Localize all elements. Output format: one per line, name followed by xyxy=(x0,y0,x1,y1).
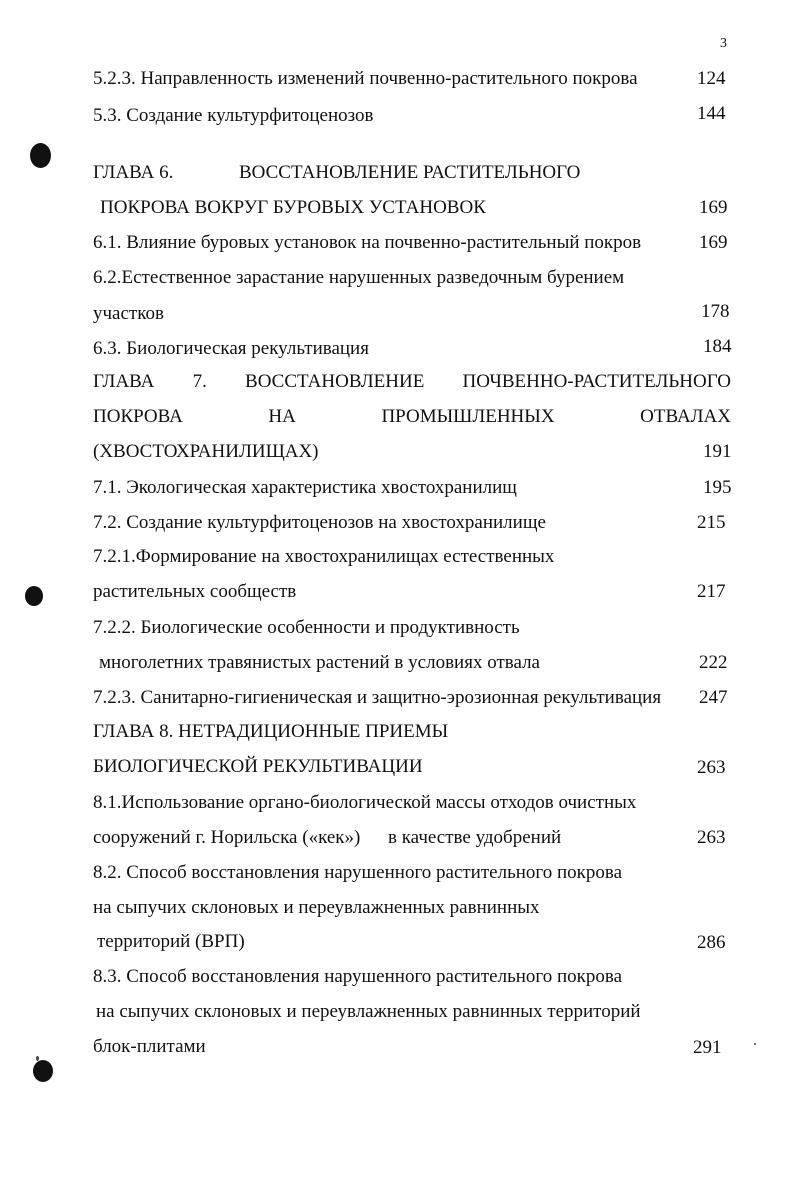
toc-entry-7-2-2-title-line1: 7.2.2. Биологические особенности и продуктивность xyxy=(93,617,520,638)
toc-entry-6-3-page: 184 xyxy=(703,336,732,357)
binder-hole-mark xyxy=(33,1060,53,1082)
chapter-7-word: 7. xyxy=(192,371,207,392)
chapter-8-page: 263 xyxy=(697,757,726,778)
chapter-7-word: ПОЧВЕННО-РАСТИТЕЛЬНОГО xyxy=(462,371,731,392)
toc-entry-6-1-title: 6.1. Влияние буровых установок на почвенно-растительный покров xyxy=(93,232,642,253)
chapter-7-word: НА xyxy=(268,406,296,427)
toc-entry-8-3-page: 291 xyxy=(693,1037,722,1058)
chapter-7-word: ОТВАЛАХ xyxy=(640,406,731,427)
toc-entry-8-3-title-line1: 8.3. Способ восстановления нарушенного растительного покрова xyxy=(93,966,623,987)
chapter-7-word: ПРОМЫШЛЕННЫХ xyxy=(381,406,555,427)
toc-entry-8-3-title-line3: блок-плитами xyxy=(93,1036,206,1057)
toc-entry-7-2-2-title-line2: многолетних травянистых растений в условиях отвала xyxy=(99,652,540,673)
toc-entry-7-1-page: 195 xyxy=(703,477,732,498)
chapter-8-title-line2: БИОЛОГИЧЕСКОЙ РЕКУЛЬТИВАЦИИ xyxy=(93,756,423,777)
toc-entry-7-2-3-page: 247 xyxy=(699,687,728,708)
toc-entry-5-2-3-page: 124 xyxy=(697,68,726,89)
toc-entry-8-1-title-line2b: в качестве удобрений xyxy=(388,827,562,848)
toc-entry-8-1-page: 263 xyxy=(697,827,726,848)
toc-entry-8-2-page: 286 xyxy=(697,932,726,953)
scan-speck xyxy=(36,1056,39,1061)
chapter-6-label: ГЛАВА 6. xyxy=(93,162,174,183)
toc-entry-8-1-title-line1: 8.1.Использование органо-биологической массы отходов очистных xyxy=(93,792,637,813)
toc-entry-6-1-page: 169 xyxy=(699,232,728,253)
binder-hole-mark xyxy=(25,586,43,606)
chapter-6-title-line1: ВОССТАНОВЛЕНИЕ РАСТИТЕЛЬНОГО xyxy=(239,162,581,183)
toc-entry-7-2-1-title-line2: растительных сообществ xyxy=(93,581,297,602)
chapter-7-word: ПОКРОВА xyxy=(93,406,183,427)
toc-entry-7-2-1-page: 217 xyxy=(697,581,726,602)
toc-entry-6-2-title-line2: участков xyxy=(93,303,164,324)
page-number: 3 xyxy=(720,36,727,51)
toc-entry-8-2-title-line2: на сыпучих склоновых и переувлажненных равнинных xyxy=(93,897,540,918)
chapter-7-title-line2 xyxy=(93,405,731,429)
toc-entry-6-3-title: 6.3. Биологическая рекультивация xyxy=(93,338,369,359)
chapter-7-title-line1 xyxy=(93,370,731,394)
chapter-8-title-line1: ГЛАВА 8. НЕТРАДИЦИОННЫЕ ПРИЕМЫ xyxy=(93,721,449,742)
toc-entry-5-3-title: 5.3. Создание культурфитоценозов xyxy=(93,105,374,126)
toc-entry-5-2-3-title: 5.2.3. Направленность изменений почвенно-растительного покрова xyxy=(93,68,638,89)
scan-speck xyxy=(754,1043,756,1045)
toc-entry-6-2-title-line1: 6.2.Естественное зарастание нарушенных разведочным бурением xyxy=(93,267,625,288)
toc-entry-7-2-page: 215 xyxy=(697,512,726,533)
toc-entry-7-2-3-title: 7.2.3. Санитарно-гигиеническая и защитно-эрозионная рекультивация xyxy=(93,687,662,708)
toc-entry-8-2-title-line3: территорий (ВРП) xyxy=(97,931,245,952)
toc-entry-7-2-1-title-line1: 7.2.1.Формирование на хвостохранилищах естественных xyxy=(93,546,555,567)
toc-entry-7-1-title: 7.1. Экологическая характеристика хвостохранилищ xyxy=(93,477,517,498)
toc-entry-6-2-page: 178 xyxy=(701,301,730,322)
toc-entry-8-3-title-line2: на сыпучих склоновых и переувлажненных равнинных территорий xyxy=(96,1001,641,1022)
toc-entry-5-3-page: 144 xyxy=(697,103,726,124)
chapter-6-page: 169 xyxy=(699,197,728,218)
toc-entry-8-1-title-line2a: сооружений г. Норильска («кек») xyxy=(93,827,361,848)
toc-entry-8-2-title-line1: 8.2. Способ восстановления нарушенного растительного покрова xyxy=(93,862,623,883)
toc-entry-7-2-title: 7.2. Создание культурфитоценозов на хвостохранилище xyxy=(93,512,546,533)
binder-hole-mark xyxy=(30,143,51,168)
chapter-7-word: ГЛАВА xyxy=(93,371,155,392)
chapter-6-title-line2: ПОКРОВА ВОКРУГ БУРОВЫХ УСТАНОВОК xyxy=(100,197,486,218)
chapter-7-title-line3: (ХВОСТОХРАНИЛИЩАХ) xyxy=(93,441,319,462)
chapter-7-word: ВОССТАНОВЛЕНИЕ xyxy=(245,371,425,392)
toc-entry-7-2-2-page: 222 xyxy=(699,652,728,673)
chapter-7-page: 191 xyxy=(703,441,732,462)
